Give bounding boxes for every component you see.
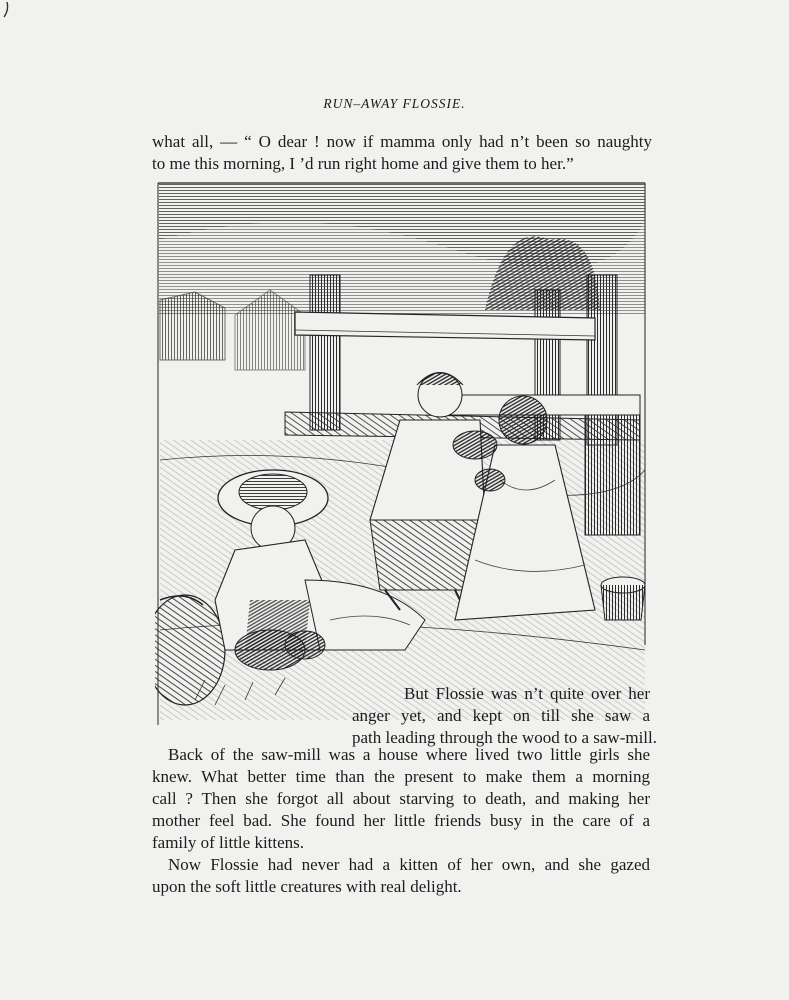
running-head: RUN–AWAY FLOSSIE. (323, 96, 466, 111)
text-line: what all, — “ O dear ! now if mamma only had n’t been so naughty (152, 132, 652, 151)
text-line: But Flossie was n’t quite over her (404, 684, 650, 703)
text-line: upon the soft little creatures with real delight. (152, 877, 462, 896)
text-line: Now Flossie had never had a kitten of her own, and she gazed (168, 855, 650, 874)
body-paragraphs (152, 744, 650, 898)
text-line: anger yet, and kept on till she saw a (352, 706, 650, 725)
engraved-illustration-children-with-kittens (155, 180, 648, 728)
text-line: mother feel bad. She found her little friends busy in the care of a (152, 811, 650, 830)
text-line: knew. What better time than the present to make them a morning (152, 767, 650, 786)
text-line: to me this morning, I ’d run right home and give them to her.” (152, 154, 574, 173)
corner-mark (2, 2, 10, 18)
text-line: family of little kittens. (152, 833, 305, 852)
text-line: Back of the saw-mill was a house where lived two little girls she (168, 745, 650, 764)
opening-paragraph-end (152, 131, 652, 175)
paragraph-beside-illustration (352, 683, 657, 749)
text-line: call ? Then she forgot all about starving to death, and making her (152, 789, 650, 808)
text-line: path leading through the wood to a saw-mill. (352, 728, 657, 747)
